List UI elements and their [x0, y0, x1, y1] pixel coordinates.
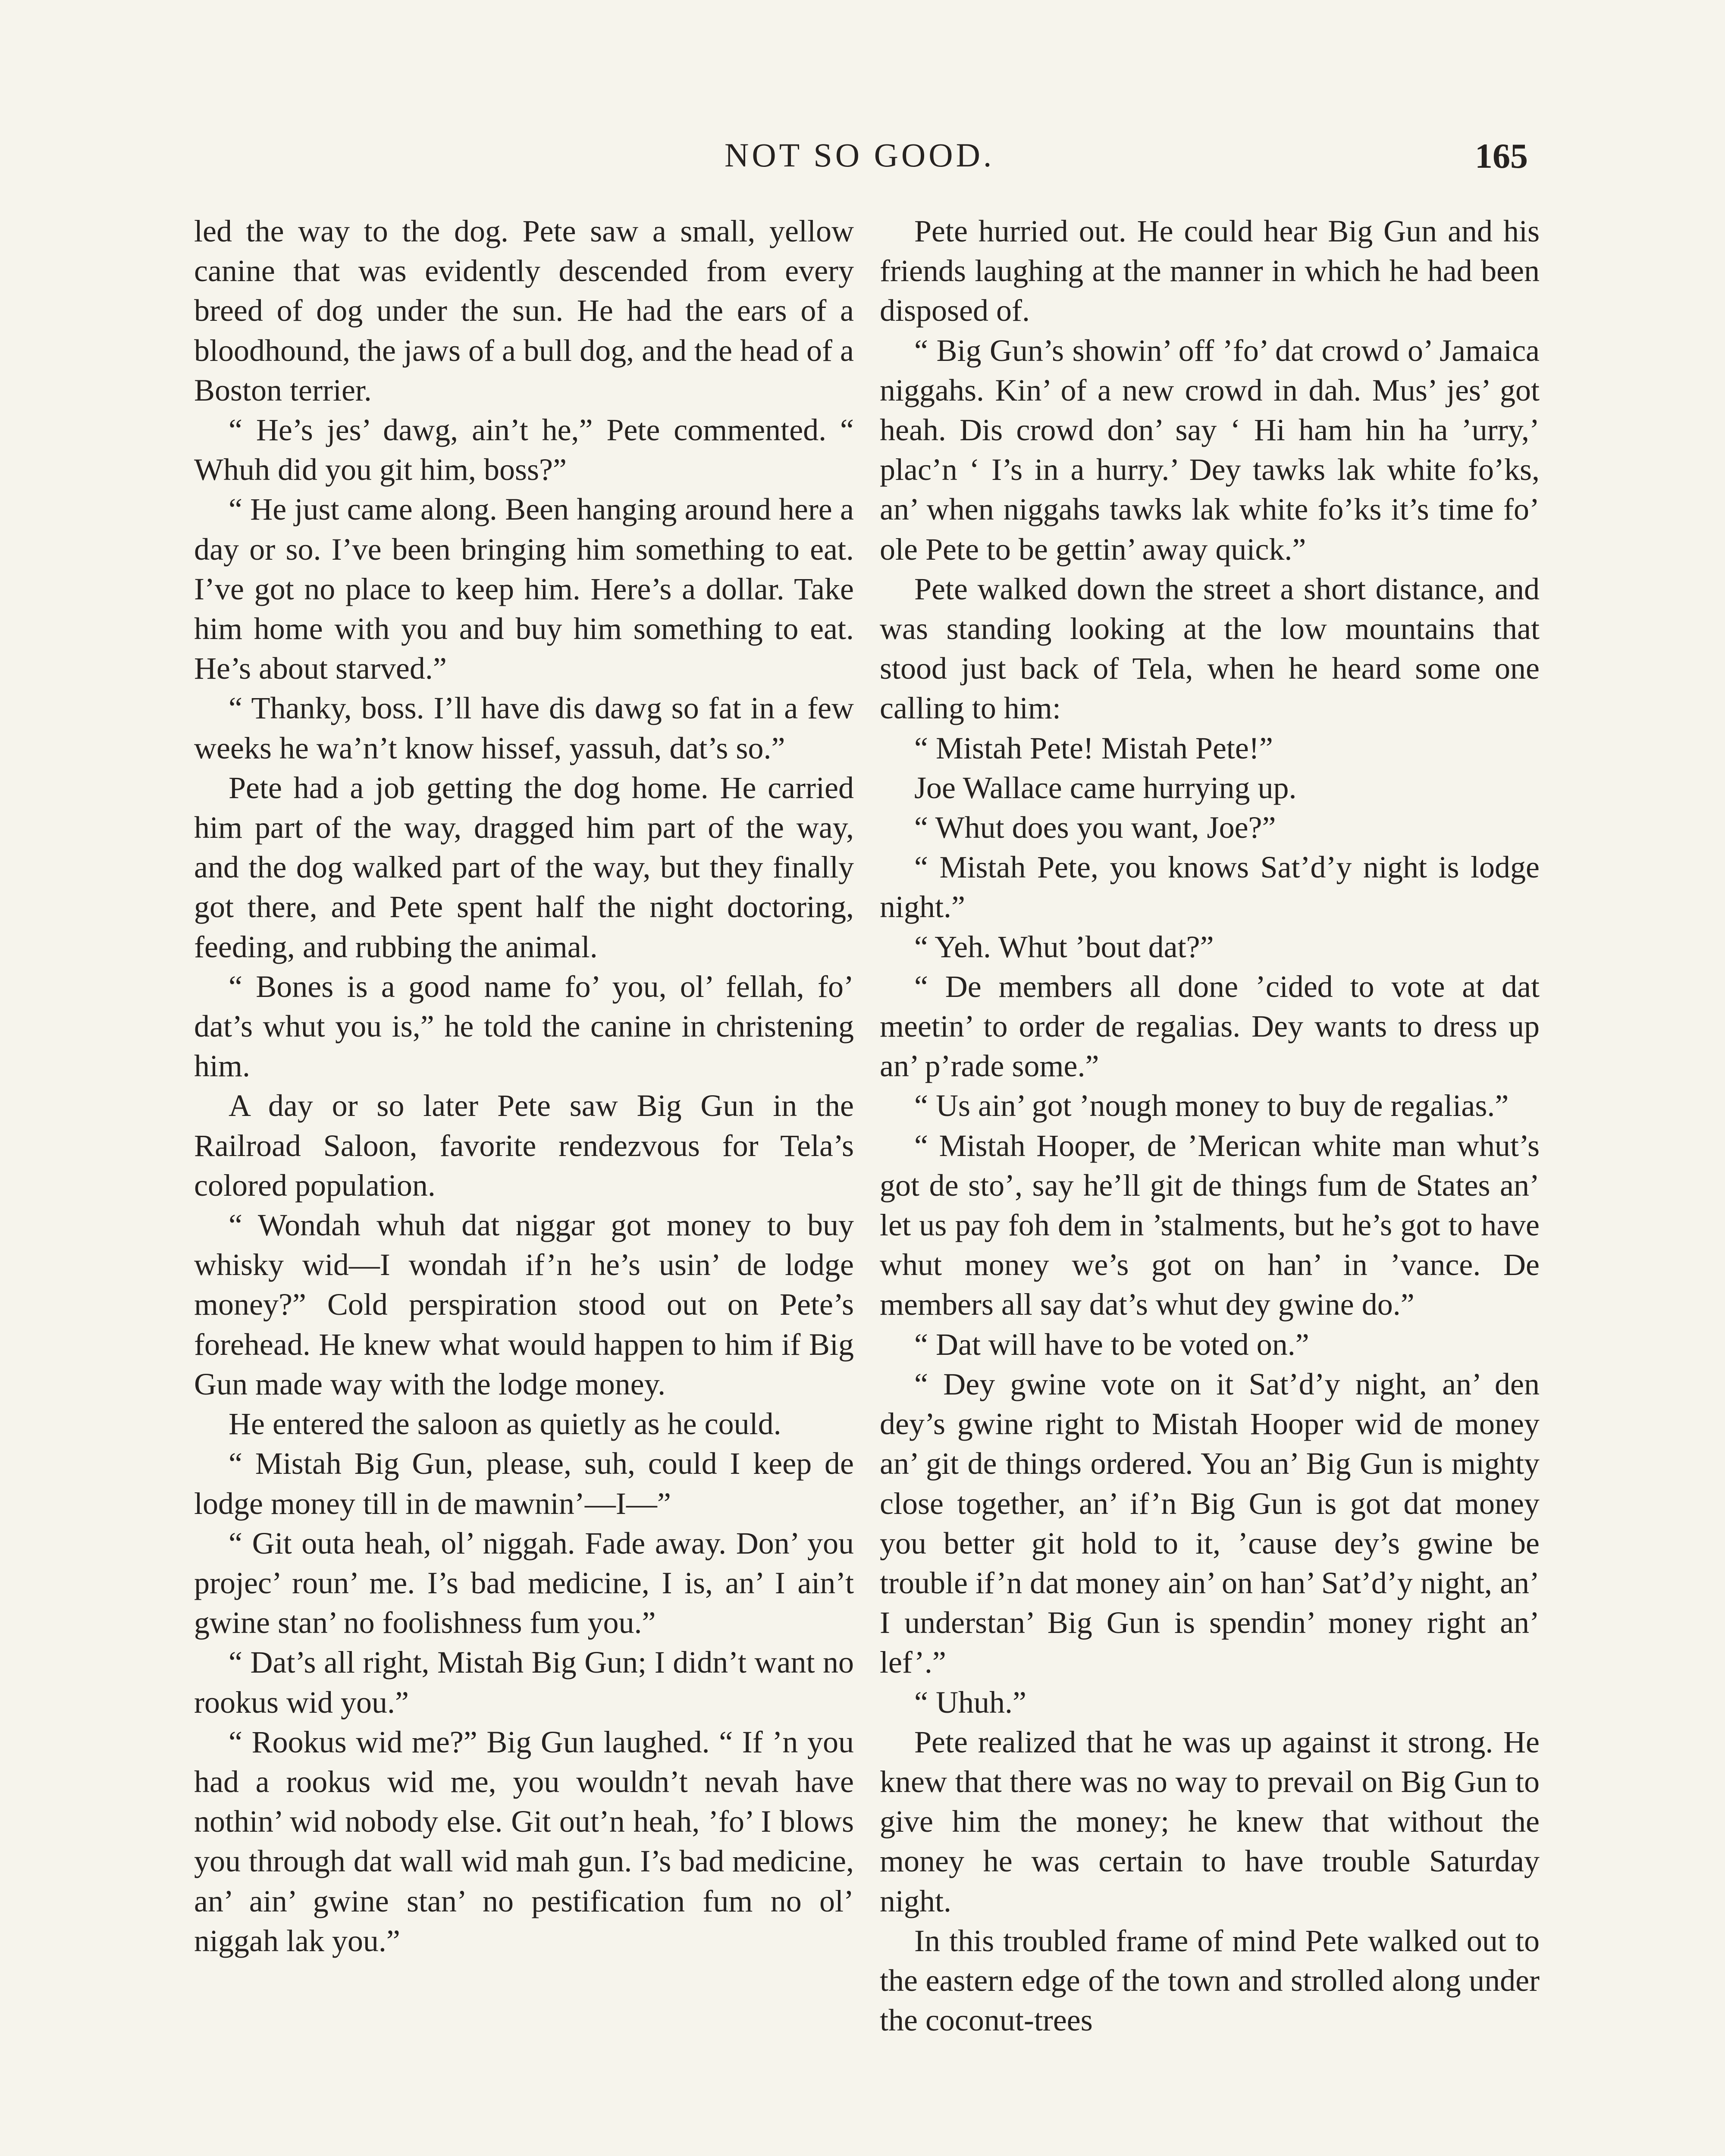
paragraph: “ Yeh. Whut ’bout dat?”: [914, 929, 1214, 964]
paragraph: “ Dat will have to be voted on.”: [914, 1327, 1309, 1362]
paragraph: He entered the saloon as quietly as he could.: [229, 1407, 781, 1442]
paragraph: “ Thanky, boss. I’ll have dis dawg so fat in a few weeks he wa’n’t know hissef, yassuh, dat’s so.”: [194, 691, 854, 765]
paragraph: “ Bones is a good name fo’ you, ol’ fellah, fo’ dat’s whut you is,” he told the canine in christening him.: [194, 969, 854, 1084]
paragraph: “ Wondah whuh dat niggar got money to buy whisky wid—I wondah if’n he’s usin’ de lodge money?” Cold perspiration stood out on Pete’s forehead. He knew what would happen to him if Big Gun made way with the lodge money.: [194, 1208, 854, 1401]
paragraph: “ He just came along. Been hanging around here a day or so. I’ve been bringing him something to eat. I’ve got no place to keep him. Here’s a dollar. Take him home with you and buy him something to eat. He’s about starved.”: [194, 492, 854, 686]
paragraph: Pete had a job getting the dog home. He carried him part of the way, dragged him part of the way, and the dog walked part of the way, but they finally got there, and Pete spent half the night doctoring, feeding, and rubbing the animal.: [194, 770, 854, 964]
text-column-right: [880, 211, 1540, 2156]
paragraph: “ Uhuh.”: [914, 1685, 1026, 1720]
paragraph: “ Git outa heah, ol’ niggah. Fade away. Don’ you projec’ roun’ me. I’s bad medicine, I is, an’ I ain’t gwine stan’ no foolishness fum you.”: [194, 1526, 854, 1640]
paragraph: “ He’s jes’ dawg, ain’t he,” Pete commented. “ Whuh did you git him, boss?”: [194, 413, 854, 487]
paragraph: “ Mistah Pete! Mistah Pete!”: [914, 730, 1273, 765]
paragraph: led the way to the dog. Pete saw a small, yellow canine that was evidently descended from every breed of dog under the sun. He had the ears of a bloodhound, the jaws of a bull dog, and the head of a Boston terrier.: [194, 214, 854, 407]
page-number: 165: [1475, 136, 1528, 175]
paragraph: “ Big Gun’s showin’ off ’fo’ dat crowd o’ Jamaica niggahs. Kin’ of a new crowd in dah. Mus’ jes’ got heah. Dis crowd don’ say ‘ Hi ham hin ha ’urry,’ plac’n ‘ I’s in a hurry.’ Dey tawks lak white fo’ks, an’ when niggahs tawks lak white fo’ks it’s time fo’ ole Pete to be gettin’ away quick.”: [880, 333, 1540, 567]
paragraph: “ Whut does you want, Joe?”: [914, 810, 1276, 845]
paragraph: “ De members all done ’cided to vote at dat meetin’ to order de regalias. Dey wants to dress up an’ p’rade some.”: [880, 969, 1540, 1084]
paragraph: “ Rookus wid me?” Big Gun laughed. “ If ’n you had a rookus wid me, you wouldn’t nevah have nothin’ wid nobody else. Git out’n heah, ’fo’ I blows you through dat wall wid mah gun. I’s bad medicine, an’ ain’ gwine stan’ no pestification fum no ol’ niggah lak you.”: [194, 1724, 854, 1958]
paragraph: Joe Wallace came hurrying up.: [914, 770, 1297, 805]
paragraph: A day or so later Pete saw Big Gun in the Railroad Saloon, favorite rendezvous for Tela’s colored population.: [194, 1088, 854, 1203]
paragraph: Pete hurried out. He could hear Big Gun and his friends laughing at the manner in which he had been disposed of.: [880, 214, 1540, 328]
paragraph: “ Dat’s all right, Mistah Big Gun; I didn’t want no rookus wid you.”: [194, 1645, 854, 1720]
paragraph: Pete realized that he was up against it strong. He knew that there was no way to prevail on Big Gun to give him the money; he knew that without the money he was certain to have trouble Saturday night.: [880, 1724, 1540, 1918]
paragraph: “ Mistah Hooper, de ’Merican white man whut’s got de sto’, say he’ll git de things fum de States an’ let us pay foh dem in ’stalments, but he’s got to have whut money we’s got on han’ in ’vance. De members all say dat’s whut dey gwine do.”: [880, 1128, 1540, 1322]
paragraph: “ Mistah Pete, you knows Sat’d’y night is lodge night.”: [880, 850, 1540, 924]
paragraph: “ Us ain’ got ’nough money to buy de regalias.”: [914, 1088, 1509, 1123]
paragraph: In this troubled frame of mind Pete walked out to the eastern edge of the town and strolled along under the coconut-trees: [880, 1923, 1540, 2038]
running-title: NOT SO GOOD.: [724, 136, 995, 174]
paragraph: Pete walked down the street a short distance, and was standing looking at the low mountains that stood just back of Tela, when he heard some one calling to him:: [880, 571, 1540, 726]
paragraph: “ Mistah Big Gun, please, suh, could I keep de lodge money till in de mawnin’—I—”: [194, 1446, 854, 1521]
paragraph: “ Dey gwine vote on it Sat’d’y night, an’ den dey’s gwine right to Mistah Hooper wid de money an’ git de things ordered. You an’ Big Gun is mighty close together, an’ if’n Big Gun is got dat money you better git hold to it, ’cause dey’s gwine be trouble if’n dat money ain’ on han’ Sat’d’y night, an’ I understan’ Big Gun is spendin’ money right an’ lef’.”: [880, 1366, 1540, 1680]
text-column-left: [194, 211, 854, 2156]
